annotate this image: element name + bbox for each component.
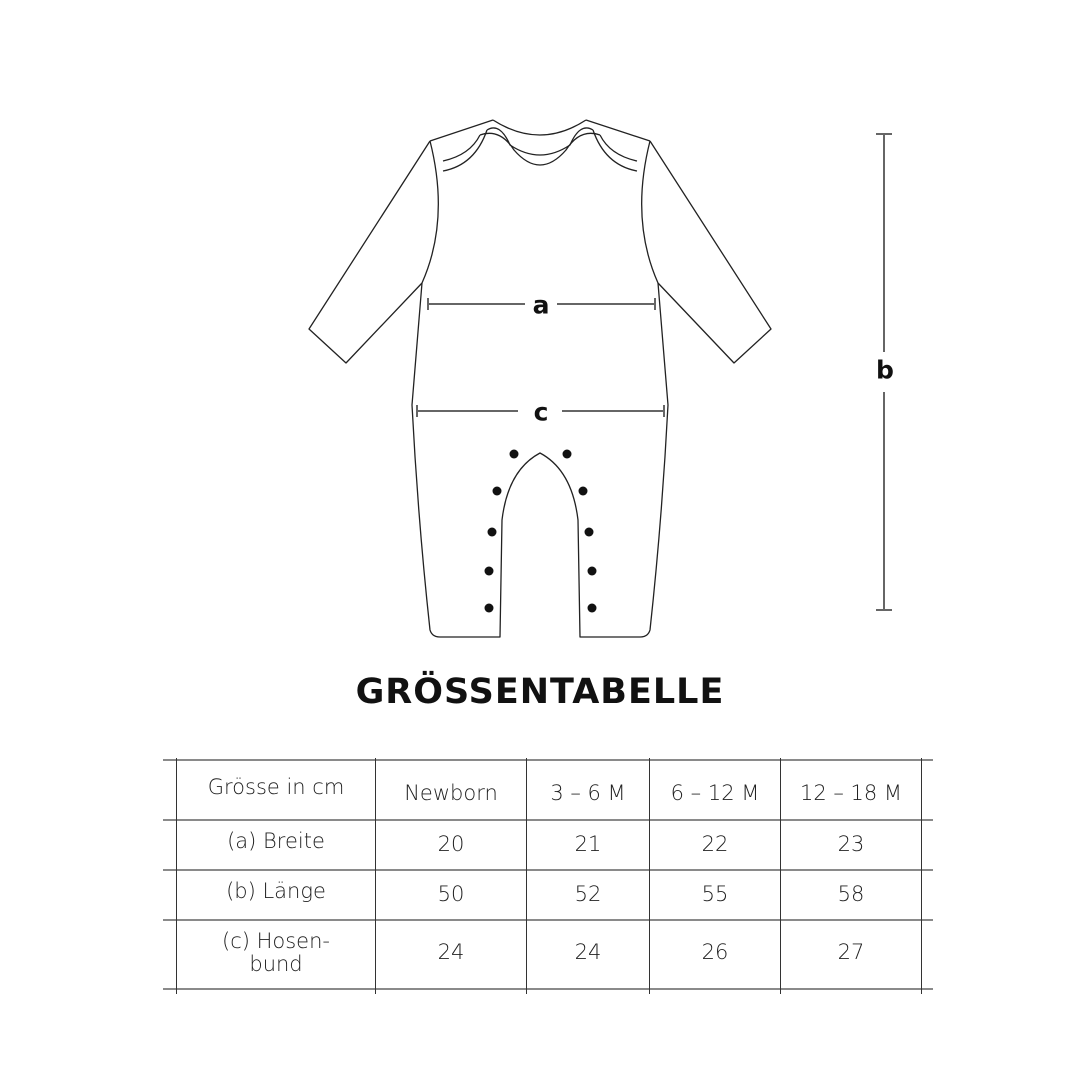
neckline-band-3 <box>480 133 600 165</box>
row-label-hosenbund <box>177 922 375 984</box>
table-header-newborn: Newborn <box>404 781 498 806</box>
row-label-hosenbund-line1: (c) Hosen- <box>222 928 330 953</box>
row-label-laenge: (b) Länge <box>226 879 326 904</box>
table-cell: 27 <box>837 940 865 965</box>
table-cell: 20 <box>437 832 465 857</box>
table-cell: 26 <box>701 940 729 965</box>
table-header-3-6m: 3 – 6 M <box>550 781 626 806</box>
table-cell: 24 <box>574 940 602 965</box>
table-cell: 55 <box>701 882 729 907</box>
measure-label-b: b <box>872 358 898 383</box>
table-cell: 52 <box>574 882 602 907</box>
row-label-breite: (a) Breite <box>227 829 325 854</box>
table-header-size: Grösse in cm <box>207 775 345 800</box>
table-cell: 23 <box>837 832 865 857</box>
size-table <box>163 758 933 994</box>
table-header-6-12m: 6 – 12 M <box>670 781 760 806</box>
neckline-band-2 <box>487 128 593 155</box>
row-label-hosenbund-line2: bund <box>249 952 303 976</box>
table-divider <box>921 758 922 994</box>
table-cell: 22 <box>701 832 729 857</box>
table-header-12-18m: 12 – 18 M <box>799 781 903 806</box>
neckline-band-1 <box>493 120 586 135</box>
table-cell: 50 <box>437 882 465 907</box>
measure-label-a: a <box>529 293 554 318</box>
table-rule <box>163 988 933 990</box>
table-cell: 58 <box>837 882 865 907</box>
romper-body-left <box>412 283 668 637</box>
right-sleeve <box>650 141 771 363</box>
page-title: GRÖSSENTABELLE <box>355 672 725 712</box>
left-sleeve <box>309 141 430 363</box>
measure-label-c: c <box>530 400 553 425</box>
table-rule <box>163 919 933 921</box>
table-cell: 24 <box>437 940 465 965</box>
table-cell: 21 <box>574 832 602 857</box>
